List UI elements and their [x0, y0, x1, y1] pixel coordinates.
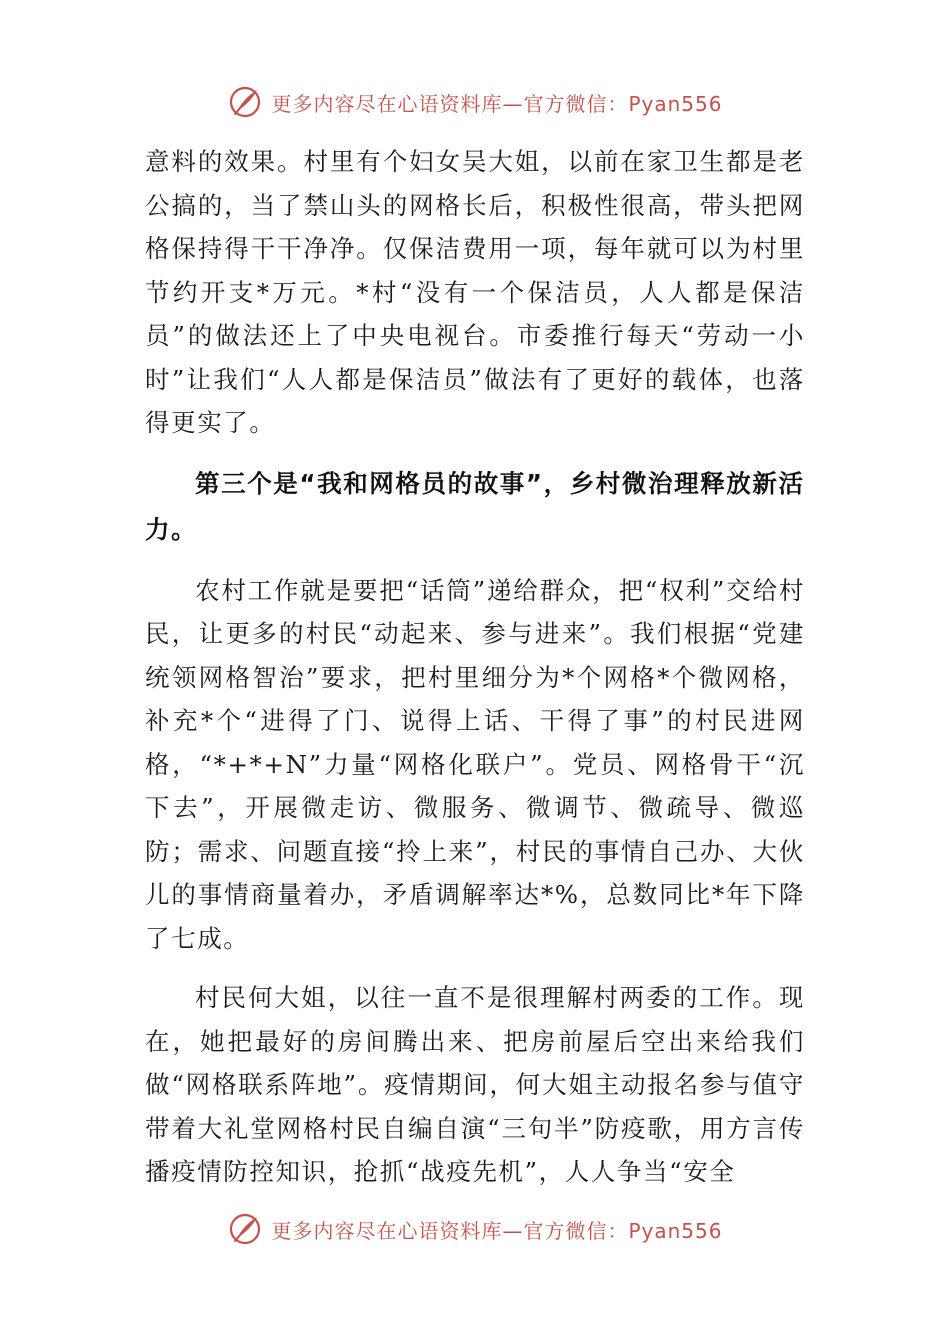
paragraph-2: 农村工作就是要把“话筒”递给群众，把“权利”交给村民，让更多的村民“动起来、参与进来”。我们根据“党建统领网格智治”要求，把村里细分为*个网格*个微网格，补充*个“进得了门、说得上话、干得了事”的村民进网格，“*+*+N”力量“网格化联户”。党员、网格骨干“沉下去”，开展微走访、微服务、微调节、微疏导、微巡防；需求、问题直接“拎上来”，村民的事情自己办、大伙儿的事情商量着办，矛盾调解率达*%，总数同比*年下降了七成。	[145, 575, 805, 953]
paragraph-continued: 意料的效果。村里有个妇女吴大姐，以前在家卫生都是老公搞的，当了禁山头的网格长后，积极性很高，带头把网格保持得干干净净。仅保洁费用一项，每年就可以为村里节约开支*万元。*村“没有一个保洁员，人人都是保洁员”的做法还上了中央电视台。市委推行每天“劳动一小时”让我们“人人都是保洁员”做法有了更好的载体，也落得更实了。	[145, 147, 805, 437]
watermark-text: 更多内容尽在心语资料库—官方微信：Pyan556	[271, 1218, 723, 1243]
document-body	[145, 140, 805, 1194]
header-watermark	[0, 82, 950, 122]
paragraph-3: 村民何大姐，以往一直不是很理解村两委的工作。现在，她把最好的房间腾出来、把房前屋后空出来给我们做“网格联系阵地”。疫情期间，何大姐主动报名参与值守带着大礼堂网格村民自编自演“三句半”防疫歌，用方言传播疫情防控知识，抢抓“战疫先机”，人人争当“安全	[145, 983, 805, 1186]
footer-watermark	[0, 1209, 950, 1249]
quill-logo-icon	[227, 84, 263, 120]
section-heading: 第三个是“我和网格员的故事”，乡村微治理释放新活力。	[145, 468, 805, 544]
quill-logo-icon	[227, 1211, 263, 1247]
watermark-text: 更多内容尽在心语资料库—官方微信：Pyan556	[271, 91, 723, 116]
